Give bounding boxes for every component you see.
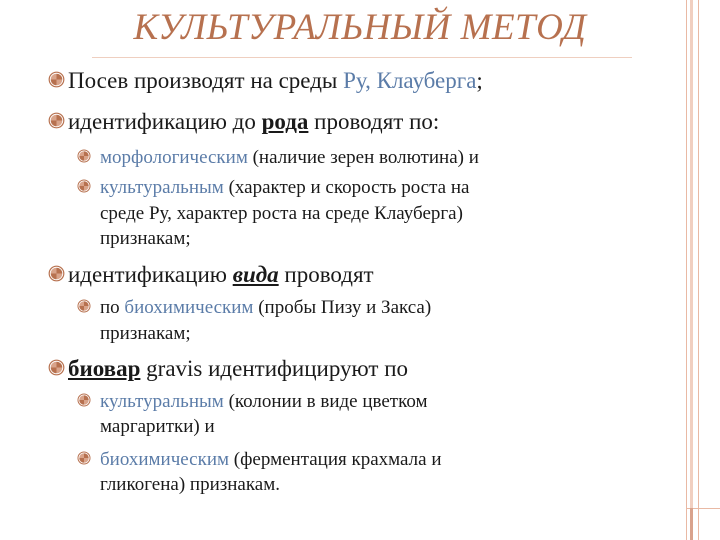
item-text: (ферментация крахмала и [229,449,442,470]
sub-list-item-continuation: гликогена) признакам. [100,474,280,495]
item-text: gravis идентифицируют по [140,356,409,381]
item-text: идентификацию [68,262,233,287]
frame-line [698,0,699,540]
list-item [68,356,408,382]
item-text: (характер и скорость роста на [223,177,470,198]
title-divider [92,57,632,58]
sub-list-item-continuation: среде Ру, характер роста на среде Клауберга) [100,203,463,224]
item-text: (пробы Пизу и Закса) [253,297,432,318]
item-emphasis-text: рода [261,109,309,134]
pinwheel-bullet-icon [77,299,91,313]
frame-line [690,508,693,540]
pinwheel-bullet-icon [77,393,91,407]
pinwheel-bullet-icon [48,112,65,129]
sub-list-item-continuation: признакам; [100,323,191,344]
item-emphasis-text: вида [232,262,279,287]
item-text: проводят [278,262,374,287]
item-text: (наличие зерен волютина) и [247,147,479,168]
item-accent-text: Ру, Клауберга [343,68,477,93]
sub-list-item-continuation: признакам; [100,228,191,249]
item-emphasis-text: биовар [68,356,141,381]
sub-list-item-continuation: маргаритки) и [100,416,215,437]
frame-line [690,0,693,540]
list-item [68,68,483,94]
item-text: (колонии в виде цветком [223,391,428,412]
sub-list-item [100,390,428,413]
item-text: ; [476,68,483,93]
list-item [68,109,439,135]
item-accent-text: культуральным [100,177,224,198]
pinwheel-bullet-icon [48,265,65,282]
item-accent-text: морфологическим [100,147,248,168]
item-text: проводят по: [308,109,440,134]
sub-list-item [100,146,479,169]
sub-list-item [100,176,469,199]
item-accent-text: культуральным [100,391,224,412]
sub-list-item [100,296,431,319]
sub-list-item [100,448,442,471]
pinwheel-bullet-icon [77,451,91,465]
item-text: по [100,297,125,318]
pinwheel-bullet-icon [77,149,91,163]
list-item [68,262,374,288]
slide-title: КУЛЬТУРАЛЬНЫЙ МЕТОД [133,7,587,48]
item-text: Посев производят на среды [68,68,344,93]
item-accent-text: биохимическим [100,449,230,470]
pinwheel-bullet-icon [77,179,91,193]
item-accent-text: биохимическим [124,297,254,318]
frame-line [686,0,687,540]
pinwheel-bullet-icon [48,71,65,88]
item-text: идентификацию до [68,109,262,134]
pinwheel-bullet-icon [48,359,65,376]
